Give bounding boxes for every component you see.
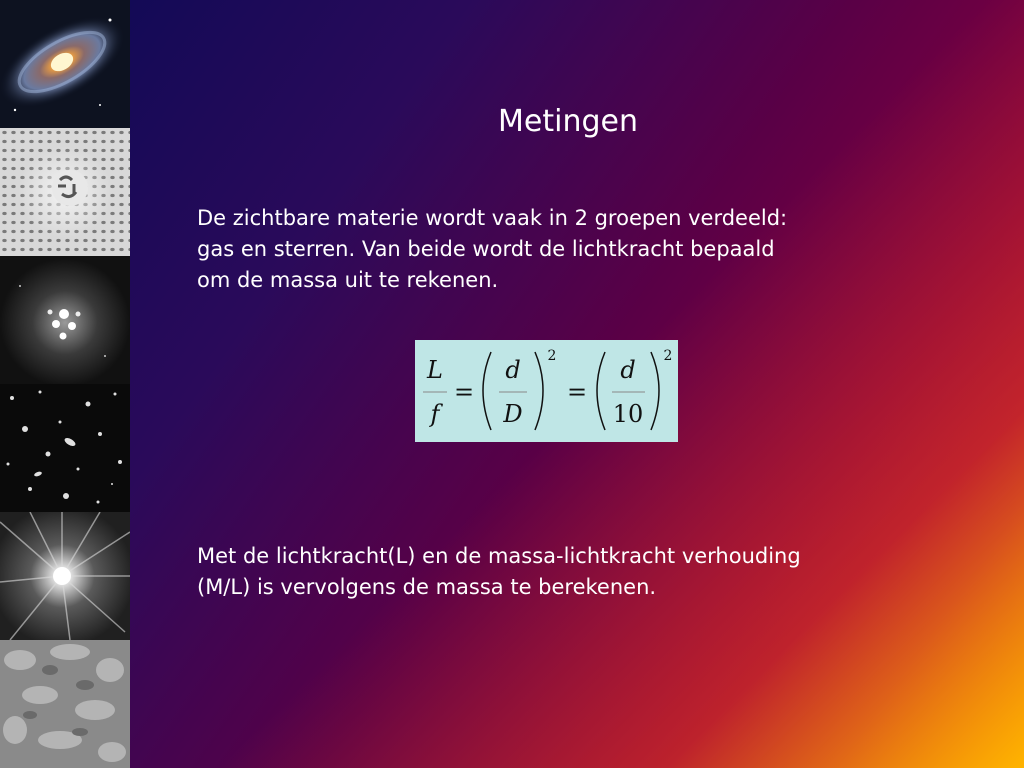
deep-field-image [0, 384, 130, 512]
right-paren-icon [535, 352, 543, 430]
luminosity-formula [415, 340, 678, 442]
conclusion-paragraph [197, 541, 957, 603]
conclusion-line: (M/L) is vervolgens de massa te berekenen. [197, 575, 657, 599]
exponent-2: 2 [663, 348, 673, 364]
intro-line: De zichtbare materie wordt vaak in 2 groepen verdeeld: [197, 206, 788, 230]
frac2-numerator: d [620, 356, 636, 384]
conclusion-line: Met de lichtkracht(L) en de massa-lichtkracht verhouding [197, 544, 801, 568]
slide-title: Metingen [498, 104, 638, 139]
equals-sign: = [453, 378, 475, 406]
frac1-numerator: d [505, 356, 521, 384]
star-cluster-image [0, 256, 130, 384]
frac1-denominator: D [503, 400, 523, 428]
image-strip [0, 0, 130, 768]
intro-line: om de massa uit te rekenen. [197, 268, 499, 292]
intro-paragraph [197, 203, 957, 296]
equals-sign: = [566, 378, 588, 406]
galaxy-image [0, 0, 130, 128]
exponent-1: 2 [547, 348, 557, 364]
left-paren-icon [483, 352, 491, 430]
interference-pattern-image [0, 128, 130, 256]
intro-line: gas en sterren. Van beide wordt de lichtkracht bepaald [197, 237, 775, 261]
starburst-image [0, 512, 130, 640]
right-paren-icon [651, 352, 659, 430]
frac2-denominator: 10 [612, 400, 644, 428]
lhs-numerator: L [427, 356, 443, 384]
lhs-denominator: f [430, 400, 440, 428]
left-paren-icon [597, 352, 605, 430]
noise-texture-image [0, 640, 130, 768]
